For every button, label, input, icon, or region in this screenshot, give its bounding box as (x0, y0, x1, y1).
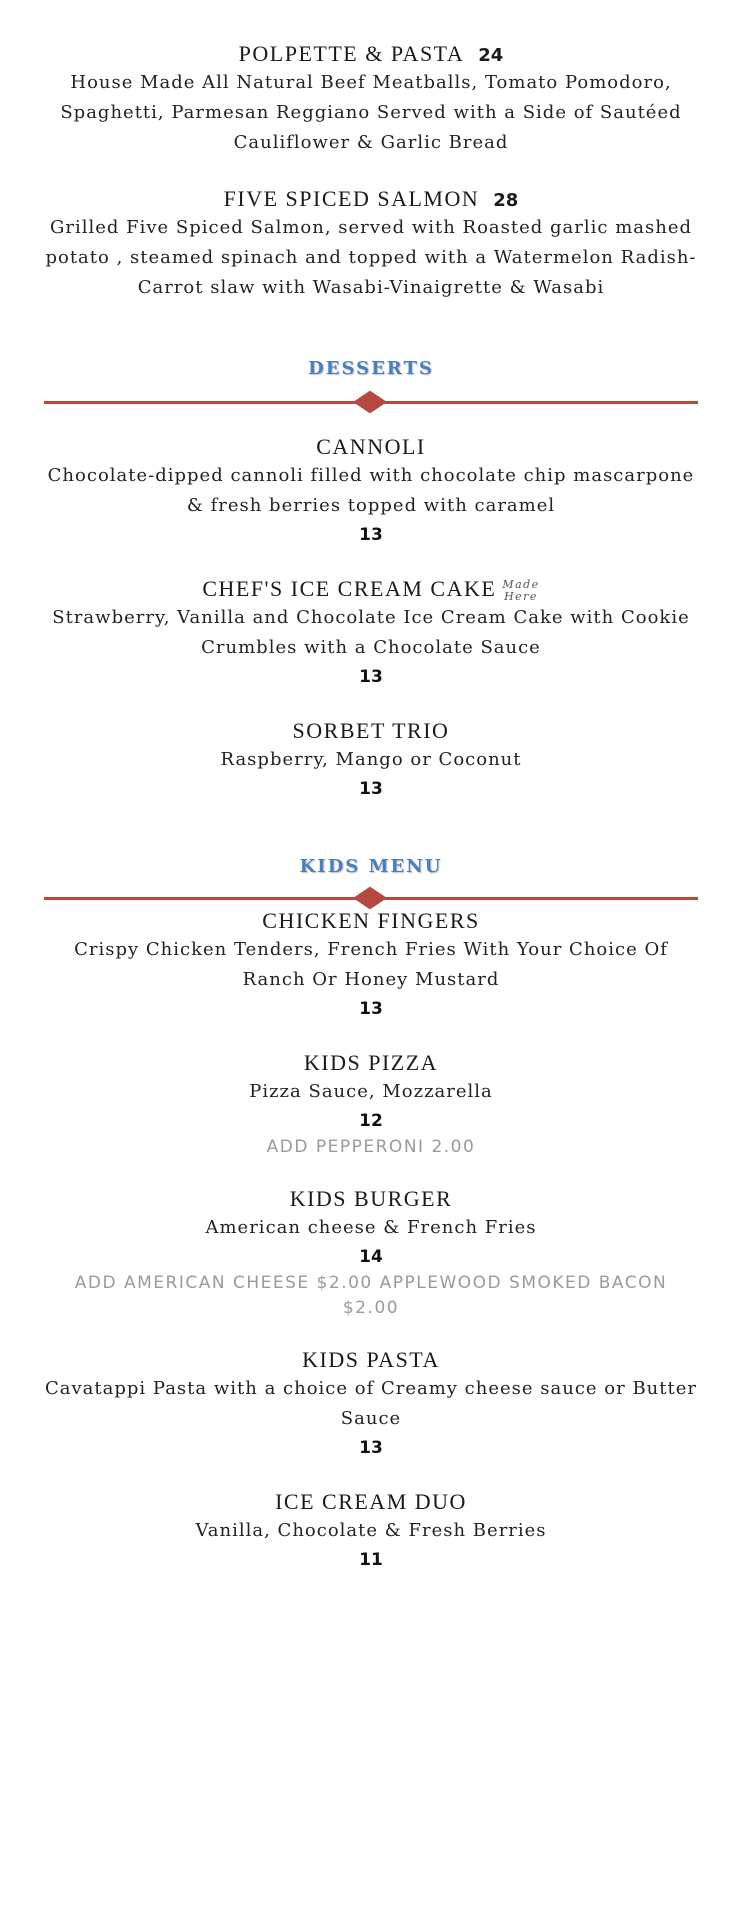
item-name: FIVE SPICED SALMON 28 (223, 186, 519, 211)
item-name: CHICKEN FINGERS (262, 908, 480, 933)
menu-item-ice-cream-cake (0, 575, 742, 691)
item-name: KIDS PASTA (302, 1347, 440, 1372)
item-description: Chocolate-dipped cannoli filled with chocolate chip mascarpone & fresh berries topped with caramel (47, 465, 695, 516)
item-price: 13 (359, 525, 383, 545)
item-price: 11 (359, 1550, 383, 1570)
item-name: CANNOLI (316, 434, 426, 459)
item-description: Crispy Chicken Tenders, French Fries With Your Choice Of Ranch Or Honey Mustard (74, 939, 668, 990)
item-description: American cheese & French Fries (205, 1217, 537, 1238)
section-title-kids-menu: KIDS MENU (299, 856, 443, 877)
item-description: Vanilla, Chocolate & Fresh Berries (195, 1520, 547, 1541)
menu-item-cannoli (0, 433, 742, 549)
menu-item-kids-burger (0, 1185, 742, 1321)
item-price: 13 (359, 999, 383, 1019)
item-name: ICE CREAM DUO (275, 1489, 467, 1514)
menu-item-chicken-fingers (0, 907, 742, 1023)
item-description: Raspberry, Mango or Coconut (220, 749, 522, 770)
item-description: Cavatappi Pasta with a choice of Creamy cheese sauce or Butter Sauce (45, 1378, 697, 1429)
menu-item-polpette-pasta (0, 40, 742, 158)
item-price: 12 (359, 1111, 383, 1131)
item-name: SORBET TRIO (292, 718, 450, 743)
section-title-desserts: DESSERTS (308, 358, 434, 379)
made-here-badge: Made Here (502, 577, 540, 603)
menu-item-ice-cream-duo (0, 1488, 742, 1574)
item-price: 24 (478, 45, 504, 66)
item-description: Pizza Sauce, Mozzarella (249, 1081, 493, 1102)
item-price: 13 (359, 779, 383, 799)
diamond-ornament-icon (353, 887, 387, 910)
item-name: CHEF'S ICE CREAM CAKE Made Here (202, 576, 540, 603)
item-price: 14 (359, 1247, 383, 1267)
item-name: KIDS PIZZA (303, 1050, 439, 1075)
item-name: KIDS BURGER (289, 1186, 453, 1211)
item-name: POLPETTE & PASTA 24 (238, 41, 504, 66)
item-price: 28 (493, 190, 519, 211)
menu-item-kids-pizza (0, 1049, 742, 1160)
section-divider (44, 888, 698, 908)
diamond-ornament-icon (353, 391, 387, 414)
item-price: 13 (359, 667, 383, 687)
section-divider (44, 392, 698, 412)
item-addon: ADD PEPPERONI 2.00 (266, 1137, 476, 1157)
item-description: Grilled Five Spiced Salmon, served with Roasted garlic mashed potato , steamed spinach and topped with a Watermelon Radish-Carrot slaw with Wasabi-Vinaigrette & Wasabi (45, 217, 697, 298)
item-description: Strawberry, Vanilla and Chocolate Ice Cream Cake with Cookie Crumbles with a Chocolate Sauce (52, 607, 690, 658)
item-price: 13 (359, 1438, 383, 1458)
item-description: House Made All Natural Beef Meatballs, Tomato Pomodoro, Spaghetti, Parmesan Reggiano Served with a Side of Sautéed Cauliflower & Garlic Bread (60, 72, 682, 153)
menu-item-kids-pasta (0, 1346, 742, 1462)
menu-item-sorbet-trio (0, 717, 742, 803)
menu-item-five-spiced-salmon (0, 185, 742, 303)
item-addon: ADD AMERICAN CHEESE $2.00 APPLEWOOD SMOKED BACON $2.00 (74, 1273, 668, 1318)
